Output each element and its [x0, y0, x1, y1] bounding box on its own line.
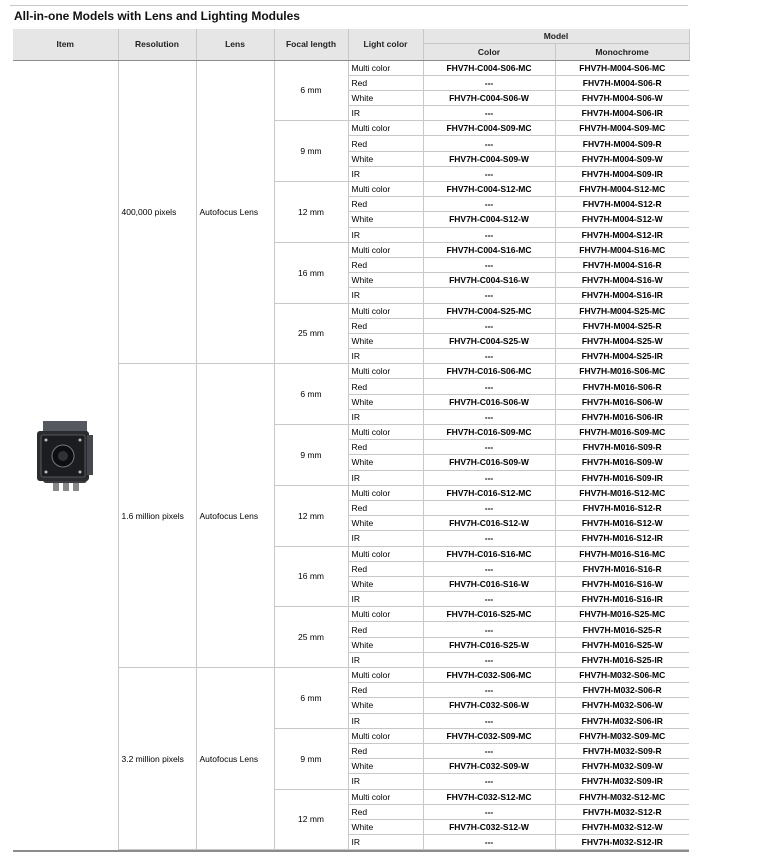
color-model-cell: FHV7H-C004-S12-W — [423, 212, 555, 227]
color-model-cell: FHV7H-C004-S06-MC — [423, 60, 555, 75]
light-color-cell: Multi color — [348, 303, 423, 318]
light-color-cell: Multi color — [348, 242, 423, 257]
color-model-cell: FHV7H-C016-S12-MC — [423, 485, 555, 500]
color-model-cell: --- — [423, 531, 555, 546]
monochrome-model-cell: FHV7H-M016-S12-W — [555, 516, 689, 531]
monochrome-model-cell: FHV7H-M004-S09-IR — [555, 166, 689, 181]
color-model-cell: --- — [423, 470, 555, 485]
focal-length-cell: 6 mm — [274, 364, 348, 425]
light-color-cell: IR — [348, 713, 423, 728]
light-color-cell: Red — [348, 75, 423, 90]
monochrome-model-cell: FHV7H-M004-S16-MC — [555, 242, 689, 257]
monochrome-model-cell: FHV7H-M032-S09-R — [555, 743, 689, 758]
light-color-cell: IR — [348, 288, 423, 303]
monochrome-model-cell: FHV7H-M016-S09-R — [555, 440, 689, 455]
color-model-cell: FHV7H-C016-S16-W — [423, 576, 555, 591]
monochrome-model-cell: FHV7H-M032-S06-R — [555, 683, 689, 698]
monochrome-model-cell: FHV7H-M032-S06-IR — [555, 713, 689, 728]
light-color-cell: IR — [348, 106, 423, 121]
color-model-cell: FHV7H-C004-S16-W — [423, 273, 555, 288]
monochrome-model-cell: FHV7H-M016-S12-MC — [555, 485, 689, 500]
monochrome-model-cell: FHV7H-M004-S25-R — [555, 318, 689, 333]
header-lens: Lens — [196, 29, 274, 60]
color-model-cell: --- — [423, 75, 555, 90]
light-color-cell: Red — [348, 440, 423, 455]
light-color-cell: White — [348, 759, 423, 774]
focal-length-cell: 12 mm — [274, 485, 348, 546]
monochrome-model-cell: FHV7H-M016-S16-W — [555, 576, 689, 591]
monochrome-model-cell: FHV7H-M004-S25-MC — [555, 303, 689, 318]
light-color-cell: Red — [348, 257, 423, 272]
light-color-cell: Red — [348, 683, 423, 698]
monochrome-model-cell: FHV7H-M004-S06-W — [555, 90, 689, 105]
light-color-cell: IR — [348, 835, 423, 850]
monochrome-model-cell: FHV7H-M004-S06-R — [555, 75, 689, 90]
monochrome-model-cell: FHV7H-M004-S09-R — [555, 136, 689, 151]
light-color-cell: Red — [348, 197, 423, 212]
monochrome-model-cell: FHV7H-M032-S12-R — [555, 804, 689, 819]
light-color-cell: White — [348, 637, 423, 652]
table-body — [13, 60, 689, 850]
light-color-cell: White — [348, 273, 423, 288]
light-color-cell: Red — [348, 500, 423, 515]
monochrome-model-cell: FHV7H-M004-S16-W — [555, 273, 689, 288]
monochrome-model-cell: FHV7H-M032-S12-W — [555, 819, 689, 834]
monochrome-model-cell: FHV7H-M004-S16-IR — [555, 288, 689, 303]
color-model-cell: FHV7H-C016-S25-W — [423, 637, 555, 652]
monochrome-model-cell: FHV7H-M016-S25-IR — [555, 652, 689, 667]
product-image-cell — [13, 60, 118, 850]
color-model-cell: --- — [423, 561, 555, 576]
color-model-cell: --- — [423, 409, 555, 424]
light-color-cell: Multi color — [348, 546, 423, 561]
color-model-cell: --- — [423, 197, 555, 212]
monochrome-model-cell: FHV7H-M016-S16-R — [555, 561, 689, 576]
monochrome-model-cell: FHV7H-M016-S06-IR — [555, 409, 689, 424]
color-model-cell: --- — [423, 500, 555, 515]
light-color-cell: Multi color — [348, 182, 423, 197]
color-model-cell: FHV7H-C004-S16-MC — [423, 242, 555, 257]
color-model-cell: FHV7H-C004-S06-W — [423, 90, 555, 105]
color-model-cell: FHV7H-C004-S09-MC — [423, 121, 555, 136]
focal-length-cell: 25 mm — [274, 303, 348, 364]
monochrome-model-cell: FHV7H-M016-S25-R — [555, 622, 689, 637]
color-model-cell: FHV7H-C016-S09-W — [423, 455, 555, 470]
color-model-cell: --- — [423, 592, 555, 607]
monochrome-model-cell: FHV7H-M016-S25-MC — [555, 607, 689, 622]
light-color-cell: IR — [348, 409, 423, 424]
color-model-cell: FHV7H-C016-S25-MC — [423, 607, 555, 622]
light-color-cell: Red — [348, 136, 423, 151]
light-color-cell: IR — [348, 774, 423, 789]
light-color-cell: IR — [348, 166, 423, 181]
light-color-cell: Multi color — [348, 668, 423, 683]
monochrome-model-cell: FHV7H-M004-S16-R — [555, 257, 689, 272]
color-model-cell: --- — [423, 652, 555, 667]
color-model-cell: --- — [423, 683, 555, 698]
smart-camera-icon — [29, 409, 101, 497]
color-model-cell: FHV7H-C032-S06-W — [423, 698, 555, 713]
resolution-cell: 400,000 pixels — [118, 60, 196, 364]
color-model-cell: FHV7H-C016-S09-MC — [423, 425, 555, 440]
color-model-cell: FHV7H-C032-S12-W — [423, 819, 555, 834]
light-color-cell: White — [348, 394, 423, 409]
color-model-cell: --- — [423, 166, 555, 181]
monochrome-model-cell: FHV7H-M016-S12-R — [555, 500, 689, 515]
model-table — [13, 29, 690, 850]
monochrome-model-cell: FHV7H-M016-S09-W — [555, 455, 689, 470]
monochrome-model-cell: FHV7H-M004-S09-W — [555, 151, 689, 166]
focal-length-cell: 12 mm — [274, 789, 348, 850]
monochrome-model-cell: FHV7H-M004-S12-MC — [555, 182, 689, 197]
monochrome-model-cell: FHV7H-M032-S09-W — [555, 759, 689, 774]
light-color-cell: White — [348, 576, 423, 591]
monochrome-model-cell: FHV7H-M004-S12-R — [555, 197, 689, 212]
focal-length-cell: 9 mm — [274, 728, 348, 789]
color-model-cell: --- — [423, 804, 555, 819]
resolution-cell: 3.2 million pixels — [118, 668, 196, 850]
color-model-cell: --- — [423, 774, 555, 789]
color-model-cell: --- — [423, 835, 555, 850]
light-color-cell: White — [348, 455, 423, 470]
monochrome-model-cell: FHV7H-M032-S12-MC — [555, 789, 689, 804]
color-model-cell: FHV7H-C004-S12-MC — [423, 182, 555, 197]
color-model-cell: --- — [423, 349, 555, 364]
monochrome-model-cell: FHV7H-M016-S09-IR — [555, 470, 689, 485]
color-model-cell: --- — [423, 743, 555, 758]
resolution-cell: 1.6 million pixels — [118, 364, 196, 668]
color-model-cell: FHV7H-C004-S25-W — [423, 333, 555, 348]
title-rule — [10, 5, 688, 6]
monochrome-model-cell: FHV7H-M032-S09-IR — [555, 774, 689, 789]
monochrome-model-cell: FHV7H-M004-S25-IR — [555, 349, 689, 364]
light-color-cell: Red — [348, 318, 423, 333]
color-model-cell: FHV7H-C016-S16-MC — [423, 546, 555, 561]
header-color: Color — [423, 44, 555, 60]
table-row — [13, 60, 689, 75]
monochrome-model-cell: FHV7H-M016-S06-R — [555, 379, 689, 394]
color-model-cell: --- — [423, 136, 555, 151]
focal-length-cell: 6 mm — [274, 60, 348, 121]
focal-length-cell: 9 mm — [274, 121, 348, 182]
focal-length-cell: 16 mm — [274, 546, 348, 607]
light-color-cell: Red — [348, 561, 423, 576]
monochrome-model-cell: FHV7H-M016-S06-MC — [555, 364, 689, 379]
lens-cell: Autofocus Lens — [196, 364, 274, 668]
header-light-color: Light color — [348, 29, 423, 60]
header-focal-length: Focal length — [274, 29, 348, 60]
color-model-cell: FHV7H-C016-S06-W — [423, 394, 555, 409]
color-model-cell: --- — [423, 106, 555, 121]
monochrome-model-cell: FHV7H-M016-S25-W — [555, 637, 689, 652]
page-title: All-in-one Models with Lens and Lighting Modules — [14, 9, 300, 23]
light-color-cell: Multi color — [348, 364, 423, 379]
light-color-cell: IR — [348, 531, 423, 546]
monochrome-model-cell: FHV7H-M004-S25-W — [555, 333, 689, 348]
light-color-cell: Multi color — [348, 789, 423, 804]
monochrome-model-cell: FHV7H-M032-S06-W — [555, 698, 689, 713]
focal-length-cell: 6 mm — [274, 668, 348, 729]
monochrome-model-cell: FHV7H-M004-S09-MC — [555, 121, 689, 136]
monochrome-model-cell: FHV7H-M004-S06-IR — [555, 106, 689, 121]
monochrome-model-cell: FHV7H-M004-S12-W — [555, 212, 689, 227]
header-item: Item — [13, 29, 118, 60]
color-model-cell: FHV7H-C016-S12-W — [423, 516, 555, 531]
color-model-cell: FHV7H-C016-S06-MC — [423, 364, 555, 379]
monochrome-model-cell: FHV7H-M016-S16-IR — [555, 592, 689, 607]
table-header — [13, 29, 689, 60]
focal-length-cell: 25 mm — [274, 607, 348, 668]
light-color-cell: Red — [348, 622, 423, 637]
light-color-cell: Multi color — [348, 607, 423, 622]
light-color-cell: Multi color — [348, 728, 423, 743]
lens-cell: Autofocus Lens — [196, 668, 274, 850]
light-color-cell: IR — [348, 652, 423, 667]
light-color-cell: Multi color — [348, 425, 423, 440]
focal-length-cell: 12 mm — [274, 182, 348, 243]
light-color-cell: Red — [348, 379, 423, 394]
color-model-cell: FHV7H-C004-S09-W — [423, 151, 555, 166]
light-color-cell: Red — [348, 743, 423, 758]
header-resolution: Resolution — [118, 29, 196, 60]
color-model-cell: FHV7H-C032-S09-W — [423, 759, 555, 774]
light-color-cell: White — [348, 151, 423, 166]
light-color-cell: IR — [348, 592, 423, 607]
monochrome-model-cell: FHV7H-M032-S12-IR — [555, 835, 689, 850]
color-model-cell: FHV7H-C032-S06-MC — [423, 668, 555, 683]
color-model-cell: --- — [423, 227, 555, 242]
light-color-cell: White — [348, 212, 423, 227]
monochrome-model-cell: FHV7H-M016-S06-W — [555, 394, 689, 409]
light-color-cell: White — [348, 516, 423, 531]
focal-length-cell: 16 mm — [274, 242, 348, 303]
table-bottom-rule — [13, 850, 689, 852]
lens-cell: Autofocus Lens — [196, 60, 274, 364]
color-model-cell: FHV7H-C032-S09-MC — [423, 728, 555, 743]
light-color-cell: Multi color — [348, 121, 423, 136]
monochrome-model-cell: FHV7H-M032-S06-MC — [555, 668, 689, 683]
header-monochrome: Monochrome — [555, 44, 689, 60]
monochrome-model-cell: FHV7H-M004-S06-MC — [555, 60, 689, 75]
color-model-cell: --- — [423, 379, 555, 394]
light-color-cell: IR — [348, 227, 423, 242]
color-model-cell: FHV7H-C032-S12-MC — [423, 789, 555, 804]
light-color-cell: White — [348, 698, 423, 713]
light-color-cell: Red — [348, 804, 423, 819]
monochrome-model-cell: FHV7H-M016-S12-IR — [555, 531, 689, 546]
color-model-cell: --- — [423, 622, 555, 637]
light-color-cell: IR — [348, 349, 423, 364]
light-color-cell: Multi color — [348, 485, 423, 500]
color-model-cell: --- — [423, 288, 555, 303]
color-model-cell: --- — [423, 318, 555, 333]
light-color-cell: White — [348, 819, 423, 834]
color-model-cell: FHV7H-C004-S25-MC — [423, 303, 555, 318]
monochrome-model-cell: FHV7H-M016-S09-MC — [555, 425, 689, 440]
monochrome-model-cell: FHV7H-M032-S09-MC — [555, 728, 689, 743]
light-color-cell: Multi color — [348, 60, 423, 75]
light-color-cell: IR — [348, 470, 423, 485]
monochrome-model-cell: FHV7H-M016-S16-MC — [555, 546, 689, 561]
color-model-cell: --- — [423, 257, 555, 272]
focal-length-cell: 9 mm — [274, 425, 348, 486]
color-model-cell: --- — [423, 440, 555, 455]
monochrome-model-cell: FHV7H-M004-S12-IR — [555, 227, 689, 242]
color-model-cell: --- — [423, 713, 555, 728]
header-model: Model — [423, 29, 689, 44]
light-color-cell: White — [348, 333, 423, 348]
light-color-cell: White — [348, 90, 423, 105]
